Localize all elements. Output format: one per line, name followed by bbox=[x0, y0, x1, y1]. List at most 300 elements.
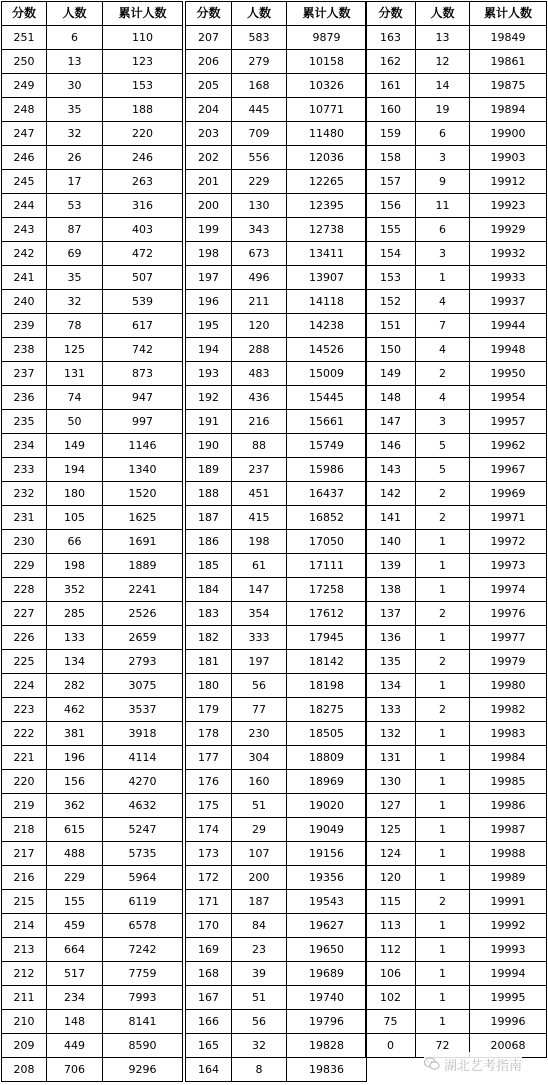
cumulative-cell: 10771 bbox=[287, 98, 367, 122]
table-row bbox=[366, 98, 547, 122]
table-row bbox=[186, 530, 367, 554]
score-cell: 203 bbox=[186, 122, 232, 146]
cumulative-cell: 19740 bbox=[287, 986, 367, 1010]
cumulative-cell: 12265 bbox=[287, 170, 367, 194]
score-cell: 161 bbox=[366, 74, 416, 98]
table-row bbox=[366, 266, 547, 290]
cumulative-cell: 19962 bbox=[470, 434, 547, 458]
cumulative-cell: 19828 bbox=[287, 1034, 367, 1058]
cumulative-cell: 5247 bbox=[103, 818, 183, 842]
score-cell: 209 bbox=[2, 1034, 47, 1058]
cumulative-cell: 6578 bbox=[103, 914, 183, 938]
header-count: 人数 bbox=[232, 2, 287, 26]
count-cell: 483 bbox=[232, 362, 287, 386]
cumulative-cell: 1520 bbox=[103, 482, 183, 506]
table-row bbox=[2, 962, 183, 986]
table-row bbox=[186, 1058, 367, 1082]
count-cell: 155 bbox=[47, 890, 103, 914]
table-header bbox=[2, 2, 183, 26]
header-score: 分数 bbox=[2, 2, 47, 26]
score-cell: 169 bbox=[186, 938, 232, 962]
score-cell: 199 bbox=[186, 218, 232, 242]
score-table-3 bbox=[365, 1, 547, 1081]
count-cell: 13 bbox=[416, 26, 470, 50]
cumulative-cell: 947 bbox=[103, 386, 183, 410]
score-cell: 216 bbox=[2, 866, 47, 890]
cumulative-cell: 1691 bbox=[103, 530, 183, 554]
table-row bbox=[186, 818, 367, 842]
score-cell: 106 bbox=[366, 962, 416, 986]
wechat-icon bbox=[424, 1057, 440, 1071]
table-row bbox=[186, 890, 367, 914]
count-cell: 4 bbox=[416, 290, 470, 314]
table-row bbox=[2, 506, 183, 530]
count-cell: 2 bbox=[416, 602, 470, 626]
cumulative-cell: 19020 bbox=[287, 794, 367, 818]
cumulative-cell: 9296 bbox=[103, 1058, 183, 1082]
count-cell: 1 bbox=[416, 266, 470, 290]
cumulative-cell: 19969 bbox=[470, 482, 547, 506]
table-row bbox=[366, 746, 547, 770]
cumulative-cell: 19912 bbox=[470, 170, 547, 194]
count-cell: 53 bbox=[47, 194, 103, 218]
score-cell: 154 bbox=[366, 242, 416, 266]
table-row bbox=[186, 26, 367, 50]
count-cell: 415 bbox=[232, 506, 287, 530]
cumulative-cell: 19689 bbox=[287, 962, 367, 986]
cumulative-cell: 15661 bbox=[287, 410, 367, 434]
score-cell: 158 bbox=[366, 146, 416, 170]
table-row bbox=[2, 866, 183, 890]
score-cell: 127 bbox=[366, 794, 416, 818]
header-cumulative: 累计人数 bbox=[470, 2, 547, 26]
score-cell: 235 bbox=[2, 410, 47, 434]
score-cell: 192 bbox=[186, 386, 232, 410]
table-row bbox=[366, 146, 547, 170]
score-cell: 212 bbox=[2, 962, 47, 986]
table-row bbox=[366, 122, 547, 146]
score-cell: 198 bbox=[186, 242, 232, 266]
score-cell: 197 bbox=[186, 266, 232, 290]
count-cell: 1 bbox=[416, 962, 470, 986]
cumulative-cell: 14238 bbox=[287, 314, 367, 338]
table-row bbox=[186, 122, 367, 146]
score-cell: 170 bbox=[186, 914, 232, 938]
score-cell: 160 bbox=[366, 98, 416, 122]
score-cell: 201 bbox=[186, 170, 232, 194]
table-row bbox=[2, 50, 183, 74]
table-row bbox=[186, 170, 367, 194]
count-cell: 2 bbox=[416, 890, 470, 914]
count-cell: 1 bbox=[416, 1010, 470, 1034]
score-cell: 174 bbox=[186, 818, 232, 842]
score-cell: 229 bbox=[2, 554, 47, 578]
count-cell: 3 bbox=[416, 146, 470, 170]
count-cell: 84 bbox=[232, 914, 287, 938]
cumulative-cell: 19972 bbox=[470, 530, 547, 554]
cumulative-cell: 617 bbox=[103, 314, 183, 338]
table-row bbox=[2, 170, 183, 194]
cumulative-cell: 19986 bbox=[470, 794, 547, 818]
cumulative-cell: 12395 bbox=[287, 194, 367, 218]
table-row bbox=[2, 722, 183, 746]
table-row bbox=[2, 218, 183, 242]
count-cell: 50 bbox=[47, 410, 103, 434]
score-cell: 211 bbox=[2, 986, 47, 1010]
count-cell: 29 bbox=[232, 818, 287, 842]
count-cell: 194 bbox=[47, 458, 103, 482]
table-row bbox=[2, 674, 183, 698]
count-cell: 88 bbox=[232, 434, 287, 458]
score-cell: 173 bbox=[186, 842, 232, 866]
count-cell: 3 bbox=[416, 242, 470, 266]
cumulative-cell: 3075 bbox=[103, 674, 183, 698]
header-count: 人数 bbox=[47, 2, 103, 26]
table-row bbox=[186, 698, 367, 722]
table-row bbox=[186, 458, 367, 482]
score-cell: 213 bbox=[2, 938, 47, 962]
score-cell: 178 bbox=[186, 722, 232, 746]
count-cell: 72 bbox=[416, 1034, 470, 1058]
score-cell: 141 bbox=[366, 506, 416, 530]
table-row bbox=[186, 554, 367, 578]
cumulative-cell: 19984 bbox=[470, 746, 547, 770]
count-cell: 6 bbox=[416, 218, 470, 242]
cumulative-cell: 403 bbox=[103, 218, 183, 242]
table-row bbox=[186, 794, 367, 818]
count-cell: 1 bbox=[416, 626, 470, 650]
count-cell: 9 bbox=[416, 170, 470, 194]
cumulative-cell: 123 bbox=[103, 50, 183, 74]
cumulative-cell: 18505 bbox=[287, 722, 367, 746]
cumulative-cell: 2659 bbox=[103, 626, 183, 650]
cumulative-cell: 19849 bbox=[470, 26, 547, 50]
cumulative-cell: 19627 bbox=[287, 914, 367, 938]
score-cell: 120 bbox=[366, 866, 416, 890]
count-cell: 279 bbox=[232, 50, 287, 74]
count-cell: 168 bbox=[232, 74, 287, 98]
table-row bbox=[366, 818, 547, 842]
score-cell: 131 bbox=[366, 746, 416, 770]
table-row bbox=[186, 842, 367, 866]
score-cell: 0 bbox=[366, 1034, 416, 1058]
score-cell: 182 bbox=[186, 626, 232, 650]
cumulative-cell: 14526 bbox=[287, 338, 367, 362]
cumulative-cell: 19973 bbox=[470, 554, 547, 578]
score-cell: 205 bbox=[186, 74, 232, 98]
count-cell: 197 bbox=[232, 650, 287, 674]
table-row bbox=[186, 98, 367, 122]
cumulative-cell: 19988 bbox=[470, 842, 547, 866]
table-row bbox=[366, 242, 547, 266]
table-row bbox=[186, 218, 367, 242]
table-row bbox=[2, 458, 183, 482]
count-cell: 285 bbox=[47, 602, 103, 626]
cumulative-cell: 8590 bbox=[103, 1034, 183, 1058]
score-cell: 231 bbox=[2, 506, 47, 530]
score-cell: 189 bbox=[186, 458, 232, 482]
score-cell: 227 bbox=[2, 602, 47, 626]
score-cell: 168 bbox=[186, 962, 232, 986]
score-cell: 167 bbox=[186, 986, 232, 1010]
table-row bbox=[366, 626, 547, 650]
score-cell: 251 bbox=[2, 26, 47, 50]
table-row bbox=[2, 290, 183, 314]
cumulative-cell: 4270 bbox=[103, 770, 183, 794]
score-cell: 183 bbox=[186, 602, 232, 626]
count-cell: 1 bbox=[416, 674, 470, 698]
table-row bbox=[186, 650, 367, 674]
count-cell: 216 bbox=[232, 410, 287, 434]
cumulative-cell: 220 bbox=[103, 122, 183, 146]
cumulative-cell: 19944 bbox=[470, 314, 547, 338]
count-cell: 1 bbox=[416, 554, 470, 578]
count-cell: 1 bbox=[416, 938, 470, 962]
count-cell: 180 bbox=[47, 482, 103, 506]
table-row bbox=[2, 1034, 183, 1058]
table-row bbox=[2, 482, 183, 506]
count-cell: 198 bbox=[47, 554, 103, 578]
count-cell: 352 bbox=[47, 578, 103, 602]
score-cell: 181 bbox=[186, 650, 232, 674]
table-row bbox=[366, 218, 547, 242]
score-cell: 125 bbox=[366, 818, 416, 842]
count-cell: 4 bbox=[416, 338, 470, 362]
score-cell: 196 bbox=[186, 290, 232, 314]
count-cell: 156 bbox=[47, 770, 103, 794]
count-cell: 234 bbox=[47, 986, 103, 1010]
table-row bbox=[366, 578, 547, 602]
count-cell: 436 bbox=[232, 386, 287, 410]
count-cell: 5 bbox=[416, 434, 470, 458]
count-cell: 1 bbox=[416, 578, 470, 602]
table-row bbox=[186, 986, 367, 1010]
score-cell: 244 bbox=[2, 194, 47, 218]
count-cell: 230 bbox=[232, 722, 287, 746]
cumulative-cell: 1625 bbox=[103, 506, 183, 530]
cumulative-cell: 13411 bbox=[287, 242, 367, 266]
count-cell: 51 bbox=[232, 794, 287, 818]
count-cell: 333 bbox=[232, 626, 287, 650]
table-row bbox=[2, 914, 183, 938]
table-row bbox=[366, 650, 547, 674]
score-cell: 159 bbox=[366, 122, 416, 146]
cumulative-cell: 19543 bbox=[287, 890, 367, 914]
cumulative-cell: 13907 bbox=[287, 266, 367, 290]
cumulative-cell: 19894 bbox=[470, 98, 547, 122]
cumulative-cell: 3537 bbox=[103, 698, 183, 722]
table-row bbox=[2, 578, 183, 602]
count-cell: 14 bbox=[416, 74, 470, 98]
table-row bbox=[186, 578, 367, 602]
table-row bbox=[186, 50, 367, 74]
count-cell: 196 bbox=[47, 746, 103, 770]
count-cell: 78 bbox=[47, 314, 103, 338]
count-cell: 56 bbox=[232, 1010, 287, 1034]
score-cell: 250 bbox=[2, 50, 47, 74]
score-cell: 247 bbox=[2, 122, 47, 146]
cumulative-cell: 19971 bbox=[470, 506, 547, 530]
cumulative-cell: 4632 bbox=[103, 794, 183, 818]
count-cell: 6 bbox=[47, 26, 103, 50]
table-body bbox=[2, 26, 183, 1082]
score-cell: 180 bbox=[186, 674, 232, 698]
score-cell: 186 bbox=[186, 530, 232, 554]
header-score: 分数 bbox=[366, 2, 416, 26]
cumulative-cell: 1146 bbox=[103, 434, 183, 458]
table-row bbox=[2, 770, 183, 794]
score-cell: 124 bbox=[366, 842, 416, 866]
score-cell: 148 bbox=[366, 386, 416, 410]
count-cell: 61 bbox=[232, 554, 287, 578]
table-row bbox=[2, 818, 183, 842]
cumulative-cell: 10158 bbox=[287, 50, 367, 74]
table-row bbox=[186, 314, 367, 338]
cumulative-cell: 19049 bbox=[287, 818, 367, 842]
score-cell: 164 bbox=[186, 1058, 232, 1082]
score-cell: 200 bbox=[186, 194, 232, 218]
cumulative-cell: 19156 bbox=[287, 842, 367, 866]
table-row bbox=[2, 338, 183, 362]
count-cell: 105 bbox=[47, 506, 103, 530]
cumulative-cell: 2793 bbox=[103, 650, 183, 674]
score-cell: 138 bbox=[366, 578, 416, 602]
score-cell: 234 bbox=[2, 434, 47, 458]
table-row bbox=[366, 554, 547, 578]
score-cell: 162 bbox=[366, 50, 416, 74]
table-row bbox=[366, 602, 547, 626]
table-row bbox=[366, 914, 547, 938]
score-cell: 240 bbox=[2, 290, 47, 314]
score-cell: 75 bbox=[366, 1010, 416, 1034]
score-cell: 243 bbox=[2, 218, 47, 242]
table-row bbox=[186, 386, 367, 410]
count-cell: 673 bbox=[232, 242, 287, 266]
count-cell: 1 bbox=[416, 770, 470, 794]
score-cell: 188 bbox=[186, 482, 232, 506]
score-cell: 133 bbox=[366, 698, 416, 722]
count-cell: 2 bbox=[416, 362, 470, 386]
score-cell: 157 bbox=[366, 170, 416, 194]
count-cell: 282 bbox=[47, 674, 103, 698]
cumulative-cell: 7242 bbox=[103, 938, 183, 962]
table-row bbox=[366, 962, 547, 986]
score-cell: 219 bbox=[2, 794, 47, 818]
score-cell: 153 bbox=[366, 266, 416, 290]
table-row bbox=[2, 554, 183, 578]
table-row bbox=[366, 530, 547, 554]
count-cell: 8 bbox=[232, 1058, 287, 1082]
table-row bbox=[2, 794, 183, 818]
table-row bbox=[2, 26, 183, 50]
table-row bbox=[366, 386, 547, 410]
table-row bbox=[2, 98, 183, 122]
cumulative-cell: 19923 bbox=[470, 194, 547, 218]
table-row bbox=[186, 506, 367, 530]
score-cell: 248 bbox=[2, 98, 47, 122]
cumulative-cell: 19996 bbox=[470, 1010, 547, 1034]
score-cell: 233 bbox=[2, 458, 47, 482]
cumulative-cell: 17050 bbox=[287, 530, 367, 554]
table-row bbox=[366, 170, 547, 194]
cumulative-cell: 1340 bbox=[103, 458, 183, 482]
table-row bbox=[186, 674, 367, 698]
count-cell: 147 bbox=[232, 578, 287, 602]
table-row bbox=[186, 866, 367, 890]
count-cell: 445 bbox=[232, 98, 287, 122]
cumulative-cell: 153 bbox=[103, 74, 183, 98]
table-row bbox=[366, 362, 547, 386]
count-cell: 107 bbox=[232, 842, 287, 866]
count-cell: 2 bbox=[416, 482, 470, 506]
table-header bbox=[366, 2, 547, 26]
table-row bbox=[2, 122, 183, 146]
count-cell: 69 bbox=[47, 242, 103, 266]
count-cell: 459 bbox=[47, 914, 103, 938]
cumulative-cell: 9879 bbox=[287, 26, 367, 50]
cumulative-cell: 19356 bbox=[287, 866, 367, 890]
score-cell: 147 bbox=[366, 410, 416, 434]
cumulative-cell: 18969 bbox=[287, 770, 367, 794]
header-count: 人数 bbox=[416, 2, 470, 26]
table-row bbox=[366, 866, 547, 890]
cumulative-cell: 19948 bbox=[470, 338, 547, 362]
table-row bbox=[186, 914, 367, 938]
cumulative-cell: 18809 bbox=[287, 746, 367, 770]
table-row bbox=[186, 626, 367, 650]
table-row bbox=[2, 266, 183, 290]
cumulative-cell: 2241 bbox=[103, 578, 183, 602]
table-row bbox=[186, 290, 367, 314]
score-cell: 176 bbox=[186, 770, 232, 794]
score-cell: 146 bbox=[366, 434, 416, 458]
count-cell: 130 bbox=[232, 194, 287, 218]
count-cell: 1 bbox=[416, 818, 470, 842]
table-row bbox=[186, 194, 367, 218]
count-cell: 30 bbox=[47, 74, 103, 98]
cumulative-cell: 15986 bbox=[287, 458, 367, 482]
count-cell: 66 bbox=[47, 530, 103, 554]
cumulative-cell: 18275 bbox=[287, 698, 367, 722]
table-row bbox=[2, 650, 183, 674]
count-cell: 496 bbox=[232, 266, 287, 290]
cumulative-cell: 12036 bbox=[287, 146, 367, 170]
cumulative-cell: 19950 bbox=[470, 362, 547, 386]
table-row bbox=[2, 242, 183, 266]
count-cell: 381 bbox=[47, 722, 103, 746]
table-row bbox=[186, 1010, 367, 1034]
count-cell: 449 bbox=[47, 1034, 103, 1058]
table-row bbox=[366, 722, 547, 746]
table-row bbox=[366, 890, 547, 914]
count-cell: 26 bbox=[47, 146, 103, 170]
table-row bbox=[2, 698, 183, 722]
count-cell: 664 bbox=[47, 938, 103, 962]
table-row bbox=[366, 842, 547, 866]
table-row bbox=[2, 386, 183, 410]
score-table-1 bbox=[1, 1, 183, 1082]
cumulative-cell: 19987 bbox=[470, 818, 547, 842]
score-cell: 236 bbox=[2, 386, 47, 410]
table-row bbox=[2, 362, 183, 386]
score-cell: 217 bbox=[2, 842, 47, 866]
table-row bbox=[2, 434, 183, 458]
cumulative-cell: 19957 bbox=[470, 410, 547, 434]
table-row bbox=[2, 938, 183, 962]
count-cell: 32 bbox=[232, 1034, 287, 1058]
score-cell: 206 bbox=[186, 50, 232, 74]
table-row bbox=[366, 290, 547, 314]
